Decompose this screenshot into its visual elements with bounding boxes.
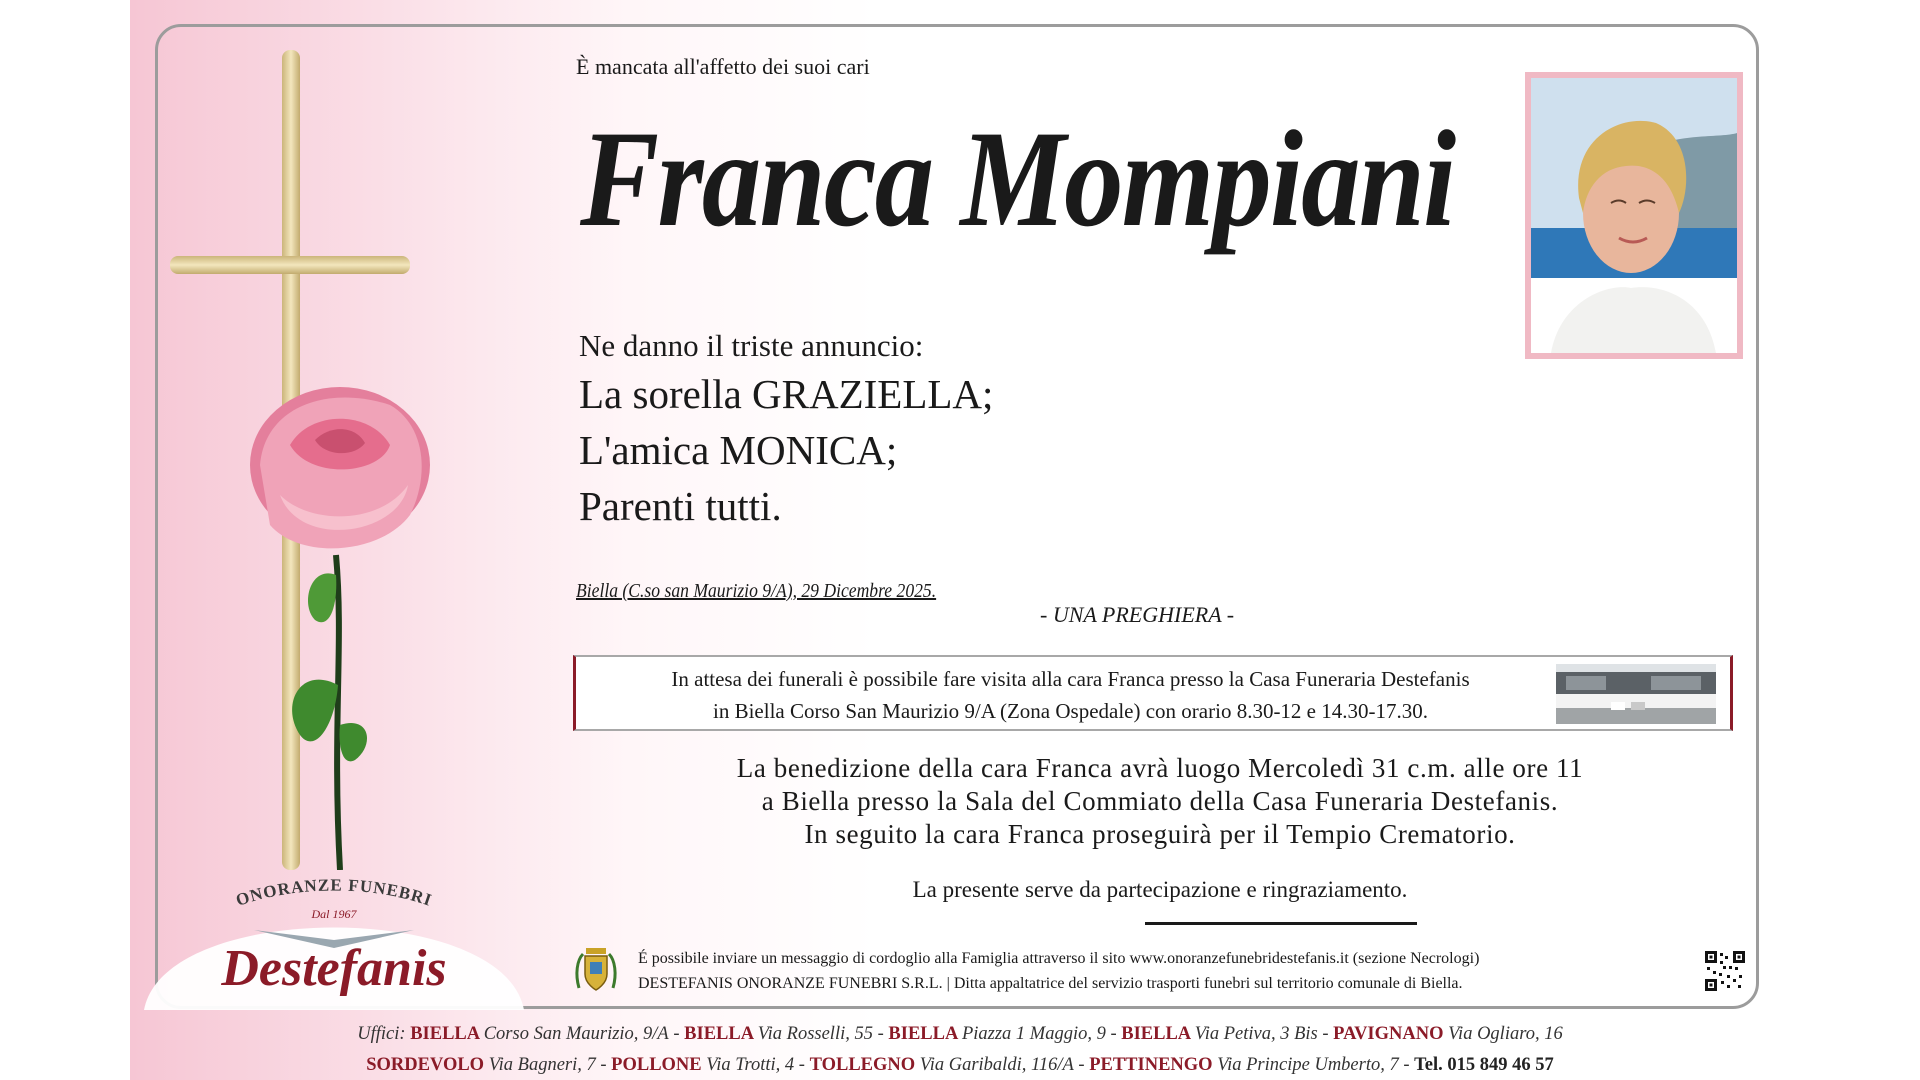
portrait-image [1531,78,1737,353]
visit-line: In attesa dei funerali è possibile fare visita alla cara Franca presso la Casa Funeraria Destefanis [671,667,1470,691]
condolence-info [638,946,1479,996]
thanks-text: La presente serve da partecipazione e ringraziamento. [912,877,1408,902]
visit-text [588,663,1553,727]
separator: - [1398,1055,1415,1075]
office-address: Via Petiva, 3 Bis [1194,1024,1318,1044]
office-city: PAVIGNANO [1333,1024,1449,1044]
separator: - [1073,1055,1090,1075]
announcement-heading: Ne danno il triste annuncio: [579,328,924,363]
office-address: Piazza 1 Maggio, 9 [961,1024,1106,1044]
separator: - [1317,1024,1334,1044]
office-city: BIELLA [410,1024,484,1044]
offices-row-1 [130,1024,1790,1045]
separator: - [668,1024,685,1044]
office-city: PETTINENGO [1089,1055,1218,1075]
ceremony-line: La benedizione della cara Franca avrà luogo Mercoledì 31 c.m. alle ore 11 [736,753,1584,783]
svg-text:Dal 1967: Dal 1967 [311,907,357,921]
funeral-home-building-image [1556,664,1716,724]
office-city: POLLONE [611,1055,707,1075]
deceased-name: Franca Mompiani [580,102,1455,255]
visit-notice [573,655,1733,731]
condolence-line: DESTEFANIS ONORANZE FUNEBRI S.R.L. | Ditta appaltatrice del servizio trasporti funebri sul territorio comunale di Biella. [638,975,1463,992]
separator: - [595,1055,612,1075]
offices-row-2 [130,1055,1790,1076]
svg-text:Destefanis: Destefanis [221,940,447,997]
office-city: BIELLA [888,1024,962,1044]
obituary-sheet [130,0,1790,1080]
ceremony-text [580,752,1740,851]
deceased-photo [1525,72,1743,359]
relative-line: L'amica MONICA; [579,427,898,473]
condolence-line: É possibile inviare un messaggio di cordoglio alla Famiglia attraverso il sito www.onoranzefunebridestefanis.it (sezione Necrologi) [638,950,1480,967]
office-address: Via Bagneri, 7 [488,1055,596,1075]
intro-text: È mancata all'affetto dei suoi cari [576,54,870,79]
rose-icon [240,385,440,870]
offices-label: Uffici: [357,1024,411,1044]
date-place: Biella (C.so san Maurizio 9/A), 29 Dicembre 2025. [576,580,937,602]
office-address: Via Ogliaro, 16 [1448,1024,1563,1044]
visit-line: in Biella Corso San Maurizio 9/A (Zona Ospedale) con orario 8.30-12 e 14.30-17.30. [712,699,1428,723]
prayer-label: - UNA PREGHIERA - [1040,602,1235,627]
ceremony-line: a Biella presso la Sala del Commiato della Casa Funeraria Destefanis. [761,786,1559,816]
separator: - [872,1024,889,1044]
office-address: Corso San Maurizio, 9/A [483,1024,669,1044]
office-city: BIELLA [1121,1024,1195,1044]
funeral-home-logo [144,860,524,1010]
qr-code-icon[interactable] [1705,951,1745,991]
svg-text:ONORANZE FUNEBRI: ONORANZE FUNEBRI [233,875,435,910]
office-city: TOLLEGNO [809,1055,920,1075]
separator: - [794,1055,810,1075]
separator: - [1105,1024,1122,1044]
relative-line: Parenti tutti. [579,483,782,529]
office-address: Via Trotti, 4 [706,1055,795,1075]
crest-icon [573,944,619,998]
phone-number: Tel. 015 849 46 57 [1414,1055,1554,1075]
ceremony-line: In seguito la cara Franca proseguirà per il Tempio Crematorio. [804,819,1516,849]
divider [1145,922,1417,925]
office-address: Via Garibaldi, 116/A [919,1055,1074,1075]
office-address: Via Rosselli, 55 [757,1024,873,1044]
office-address: Via Principe Umberto, 7 [1217,1055,1399,1075]
office-city: SORDEVOLO [366,1055,489,1075]
relative-line: La sorella GRAZIELLA; [579,371,994,417]
office-city: BIELLA [684,1024,758,1044]
